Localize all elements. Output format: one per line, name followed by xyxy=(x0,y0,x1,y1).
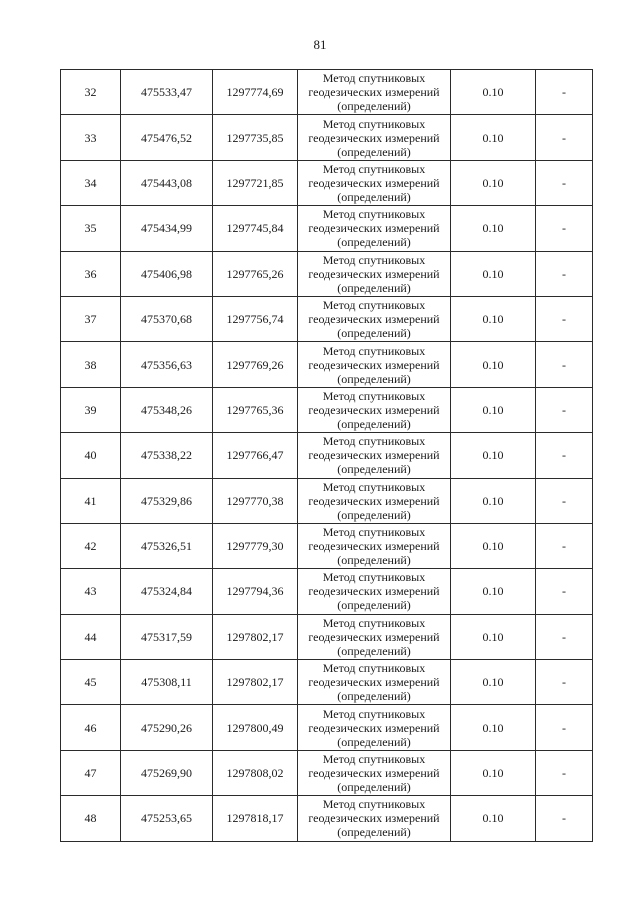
method-line: геодезических измерений xyxy=(308,402,440,417)
table-row xyxy=(61,569,593,614)
point-number-cell: 44 xyxy=(61,614,121,659)
x-coordinate-cell: 475443,08 xyxy=(121,160,213,205)
method-line: (определений) xyxy=(337,326,411,341)
point-number-cell: 33 xyxy=(61,115,121,160)
description-cell: - xyxy=(536,206,593,251)
method-line: (определений) xyxy=(337,734,411,749)
x-coordinate-cell: 475317,59 xyxy=(121,614,213,659)
y-coordinate-cell: 1297765,36 xyxy=(213,387,298,432)
method-line: геодезических измерений xyxy=(308,266,440,281)
table-row xyxy=(61,115,593,160)
description-cell: - xyxy=(536,342,593,387)
x-coordinate-cell: 475434,99 xyxy=(121,206,213,251)
table-row xyxy=(61,523,593,568)
method-cell xyxy=(298,614,451,659)
point-number-cell: 41 xyxy=(61,478,121,523)
point-number-cell: 45 xyxy=(61,660,121,705)
coordinates-table-body xyxy=(61,70,593,842)
method-line: геодезических измерений xyxy=(308,675,440,690)
point-number-cell: 46 xyxy=(61,705,121,750)
method-cell xyxy=(298,251,451,296)
x-coordinate-cell: 475476,52 xyxy=(121,115,213,160)
method-line: (определений) xyxy=(337,189,411,204)
x-coordinate-cell: 475370,68 xyxy=(121,296,213,341)
method-line: (определений) xyxy=(337,643,411,658)
method-line: геодезических измерений xyxy=(308,629,440,644)
point-number-cell: 36 xyxy=(61,251,121,296)
x-coordinate-cell: 475356,63 xyxy=(121,342,213,387)
table-row xyxy=(61,342,593,387)
y-coordinate-cell: 1297774,69 xyxy=(213,70,298,115)
method-line: (определений) xyxy=(337,144,411,159)
description-cell: - xyxy=(536,705,593,750)
method-line: геодезических измерений xyxy=(308,85,440,100)
method-cell xyxy=(298,478,451,523)
method-cell xyxy=(298,70,451,115)
point-number-cell: 47 xyxy=(61,750,121,795)
y-coordinate-cell: 1297779,30 xyxy=(213,523,298,568)
x-coordinate-cell: 475269,90 xyxy=(121,750,213,795)
y-coordinate-cell: 1297808,02 xyxy=(213,750,298,795)
method-cell xyxy=(298,115,451,160)
method-line: (определений) xyxy=(337,235,411,250)
description-cell: - xyxy=(536,660,593,705)
y-coordinate-cell: 1297794,36 xyxy=(213,569,298,614)
method-line: Метод спутниковых xyxy=(322,343,426,358)
y-coordinate-cell: 1297745,84 xyxy=(213,206,298,251)
method-line: Метод спутниковых xyxy=(322,252,426,267)
y-coordinate-cell: 1297800,49 xyxy=(213,705,298,750)
x-coordinate-cell: 475290,26 xyxy=(121,705,213,750)
method-line: Метод спутниковых xyxy=(322,116,426,131)
method-cell xyxy=(298,660,451,705)
description-cell: - xyxy=(536,296,593,341)
description-cell: - xyxy=(536,614,593,659)
method-line: геодезических измерений xyxy=(308,811,440,826)
method-line: Метод спутниковых xyxy=(322,797,426,812)
y-coordinate-cell: 1297802,17 xyxy=(213,660,298,705)
y-coordinate-cell: 1297802,17 xyxy=(213,614,298,659)
x-coordinate-cell: 475324,84 xyxy=(121,569,213,614)
y-coordinate-cell: 1297769,26 xyxy=(213,342,298,387)
method-line: Метод спутниковых xyxy=(322,615,426,630)
x-coordinate-cell: 475406,98 xyxy=(121,251,213,296)
description-cell: - xyxy=(536,160,593,205)
accuracy-cell: 0.10 xyxy=(451,660,536,705)
method-line: (определений) xyxy=(337,689,411,704)
accuracy-cell: 0.10 xyxy=(451,433,536,478)
method-line: (определений) xyxy=(337,507,411,522)
description-cell: - xyxy=(536,70,593,115)
method-cell xyxy=(298,569,451,614)
x-coordinate-cell: 475338,22 xyxy=(121,433,213,478)
y-coordinate-cell: 1297765,26 xyxy=(213,251,298,296)
method-cell xyxy=(298,160,451,205)
table-row xyxy=(61,433,593,478)
table-row xyxy=(61,160,593,205)
description-cell: - xyxy=(536,115,593,160)
accuracy-cell: 0.10 xyxy=(451,478,536,523)
point-number-cell: 39 xyxy=(61,387,121,432)
description-cell: - xyxy=(536,796,593,841)
method-line: (определений) xyxy=(337,825,411,840)
y-coordinate-cell: 1297818,17 xyxy=(213,796,298,841)
x-coordinate-cell: 475326,51 xyxy=(121,523,213,568)
method-line: (определений) xyxy=(337,280,411,295)
table-row xyxy=(61,296,593,341)
x-coordinate-cell: 475308,11 xyxy=(121,660,213,705)
table-row xyxy=(61,387,593,432)
method-line: геодезических измерений xyxy=(308,539,440,554)
method-line: Метод спутниковых xyxy=(322,388,426,403)
method-line: Метод спутниковых xyxy=(322,752,426,767)
page-number: 81 xyxy=(313,37,327,52)
method-cell xyxy=(298,342,451,387)
method-line: геодезических измерений xyxy=(308,766,440,781)
description-cell: - xyxy=(536,251,593,296)
accuracy-cell: 0.10 xyxy=(451,296,536,341)
method-line: геодезических измерений xyxy=(308,448,440,463)
accuracy-cell: 0.10 xyxy=(451,115,536,160)
y-coordinate-cell: 1297770,38 xyxy=(213,478,298,523)
method-line: геодезических измерений xyxy=(308,357,440,372)
coordinates-table xyxy=(60,69,593,842)
accuracy-cell: 0.10 xyxy=(451,523,536,568)
point-number-cell: 40 xyxy=(61,433,121,478)
x-coordinate-cell: 475253,65 xyxy=(121,796,213,841)
point-number-cell: 48 xyxy=(61,796,121,841)
table-row xyxy=(61,750,593,795)
point-number-cell: 32 xyxy=(61,70,121,115)
method-cell xyxy=(298,387,451,432)
point-number-cell: 42 xyxy=(61,523,121,568)
accuracy-cell: 0.10 xyxy=(451,750,536,795)
method-cell xyxy=(298,750,451,795)
description-cell: - xyxy=(536,750,593,795)
method-line: Метод спутниковых xyxy=(322,434,426,449)
method-line: (определений) xyxy=(337,99,411,114)
method-line: геодезических измерений xyxy=(308,130,440,145)
method-line: Метод спутниковых xyxy=(322,207,426,222)
method-cell xyxy=(298,523,451,568)
method-cell xyxy=(298,796,451,841)
method-cell xyxy=(298,206,451,251)
accuracy-cell: 0.10 xyxy=(451,614,536,659)
y-coordinate-cell: 1297756,74 xyxy=(213,296,298,341)
point-number-cell: 35 xyxy=(61,206,121,251)
table-row xyxy=(61,478,593,523)
method-line: (определений) xyxy=(337,416,411,431)
accuracy-cell: 0.10 xyxy=(451,569,536,614)
point-number-cell: 43 xyxy=(61,569,121,614)
method-line: (определений) xyxy=(337,598,411,613)
method-cell xyxy=(298,705,451,750)
accuracy-cell: 0.10 xyxy=(451,342,536,387)
accuracy-cell: 0.10 xyxy=(451,160,536,205)
accuracy-cell: 0.10 xyxy=(451,70,536,115)
method-line: геодезических измерений xyxy=(308,312,440,327)
table-row xyxy=(61,705,593,750)
accuracy-cell: 0.10 xyxy=(451,206,536,251)
method-line: (определений) xyxy=(337,553,411,568)
method-line: (определений) xyxy=(337,462,411,477)
method-line: геодезических измерений xyxy=(308,221,440,236)
method-line: Метод спутниковых xyxy=(322,71,426,86)
y-coordinate-cell: 1297766,47 xyxy=(213,433,298,478)
x-coordinate-cell: 475329,86 xyxy=(121,478,213,523)
table-row xyxy=(61,796,593,841)
point-number-cell: 37 xyxy=(61,296,121,341)
description-cell: - xyxy=(536,387,593,432)
description-cell: - xyxy=(536,478,593,523)
method-line: Метод спутниковых xyxy=(322,479,426,494)
method-line: геодезических измерений xyxy=(308,720,440,735)
accuracy-cell: 0.10 xyxy=(451,796,536,841)
method-line: (определений) xyxy=(337,780,411,795)
accuracy-cell: 0.10 xyxy=(451,251,536,296)
point-number-cell: 34 xyxy=(61,160,121,205)
description-cell: - xyxy=(536,523,593,568)
method-line: Метод спутниковых xyxy=(322,706,426,721)
method-line: Метод спутниковых xyxy=(322,525,426,540)
method-line: геодезических измерений xyxy=(308,175,440,190)
table-row xyxy=(61,70,593,115)
method-line: Метод спутниковых xyxy=(322,661,426,676)
table-row xyxy=(61,206,593,251)
method-line: геодезических измерений xyxy=(308,584,440,599)
description-cell: - xyxy=(536,433,593,478)
method-line: Метод спутниковых xyxy=(322,161,426,176)
x-coordinate-cell: 475348,26 xyxy=(121,387,213,432)
y-coordinate-cell: 1297735,85 xyxy=(213,115,298,160)
method-line: Метод спутниковых xyxy=(322,570,426,585)
description-cell: - xyxy=(536,569,593,614)
method-cell xyxy=(298,433,451,478)
table-row xyxy=(61,660,593,705)
x-coordinate-cell: 475533,47 xyxy=(121,70,213,115)
table-row xyxy=(61,251,593,296)
accuracy-cell: 0.10 xyxy=(451,387,536,432)
y-coordinate-cell: 1297721,85 xyxy=(213,160,298,205)
method-line: Метод спутниковых xyxy=(322,298,426,313)
table-row xyxy=(61,614,593,659)
method-line: геодезических измерений xyxy=(308,493,440,508)
method-line: (определений) xyxy=(337,371,411,386)
point-number-cell: 38 xyxy=(61,342,121,387)
accuracy-cell: 0.10 xyxy=(451,705,536,750)
method-cell xyxy=(298,296,451,341)
